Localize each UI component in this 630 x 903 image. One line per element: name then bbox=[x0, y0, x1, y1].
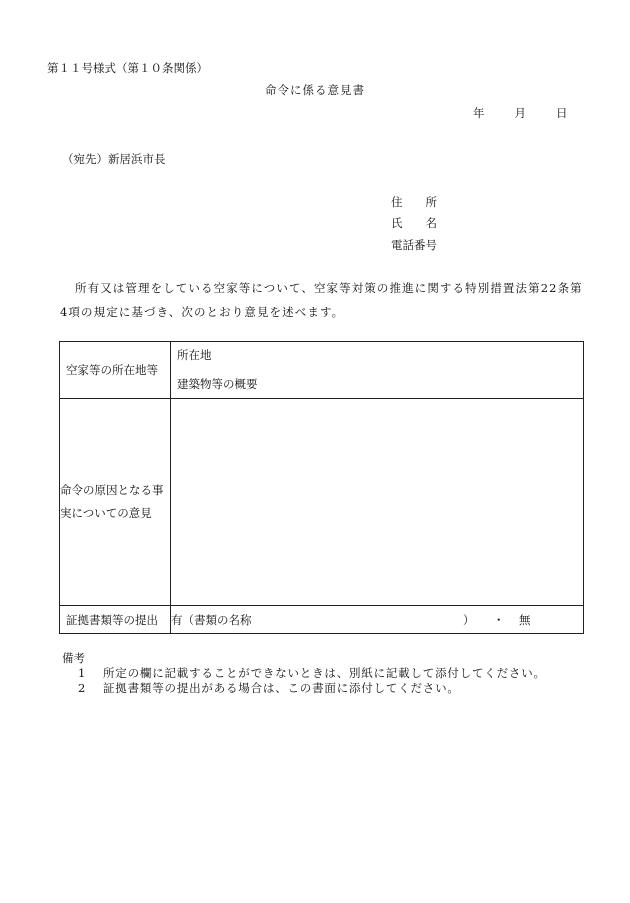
location-address-label: 所在地 bbox=[177, 347, 212, 362]
sender-phone bbox=[391, 237, 447, 253]
evidence-yes-label: 有（書類の名称 bbox=[171, 612, 252, 627]
remarks-title: 備考 bbox=[62, 651, 85, 665]
sender-address bbox=[391, 194, 447, 210]
evidence-label: 証拠書類等の提出 bbox=[60, 606, 171, 634]
date-line bbox=[473, 105, 568, 121]
sender-name-label: 氏 名 bbox=[391, 216, 437, 230]
building-overview-label: 建築物等の概要 bbox=[177, 376, 258, 391]
addressee: （宛先）新居浜市長 bbox=[62, 152, 166, 166]
sender-phone-label: 電話番号 bbox=[391, 238, 437, 252]
remark-number: 1 bbox=[78, 666, 86, 680]
date-month: 月 bbox=[514, 106, 526, 120]
evidence-cell[interactable] bbox=[171, 606, 584, 634]
remark-text: 所定の欄に記載することができないときは、別紙に記載して添付してください。 bbox=[103, 666, 546, 680]
evidence-no-label: 無 bbox=[519, 613, 531, 627]
table-row bbox=[60, 342, 584, 399]
evidence-paren-close: ） bbox=[463, 613, 475, 627]
remark-text: 証拠書類等の提出がある場合は、この書面に添付してください。 bbox=[103, 681, 460, 695]
evidence-separator: ・ bbox=[493, 613, 505, 627]
document-title: 命令に係る意見書 bbox=[265, 83, 365, 97]
remark-number: 2 bbox=[78, 681, 86, 695]
sender-address-label: 住 所 bbox=[391, 195, 437, 209]
remark-item bbox=[78, 680, 460, 696]
body-paragraph: 所有又は管理をしている空家等について、空家等対策の推進に関する特別措置法第22条第4項の規定に基づき、次のとおり意見を述べます。 bbox=[60, 281, 583, 319]
sender-name bbox=[391, 215, 447, 231]
opinion-label: 命令の原因となる事実についての意見 bbox=[60, 399, 171, 606]
table-row bbox=[60, 399, 584, 606]
location-cell[interactable] bbox=[171, 342, 584, 399]
form-number: 第１１号様式（第１０条関係） bbox=[47, 61, 208, 75]
date-day: 日 bbox=[556, 106, 568, 120]
remark-item bbox=[78, 665, 546, 681]
location-label: 空家等の所在地等 bbox=[60, 342, 171, 399]
date-year: 年 bbox=[473, 106, 485, 120]
table-row bbox=[60, 606, 584, 634]
opinion-field[interactable] bbox=[171, 399, 584, 606]
opinion-table bbox=[59, 341, 584, 634]
